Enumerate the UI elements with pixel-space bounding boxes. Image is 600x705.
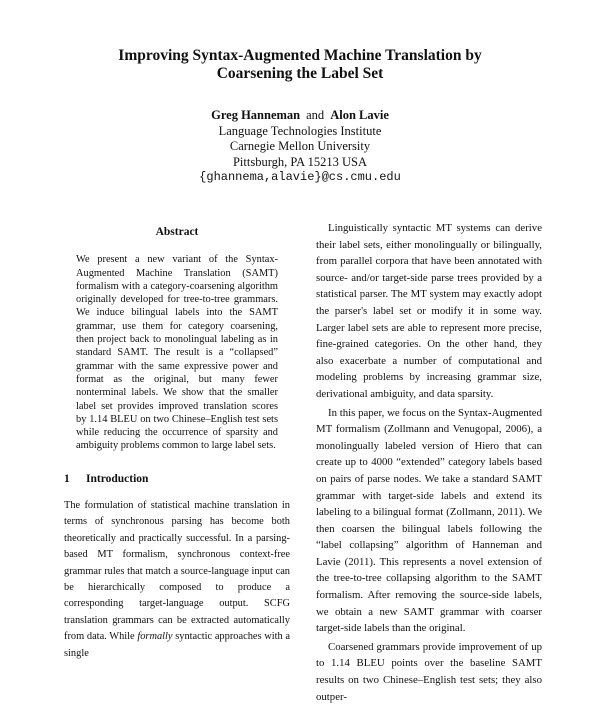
abstract-heading: Abstract [155, 226, 199, 238]
intro-italic-word: formally [137, 631, 173, 643]
paragraph-2: In this paper, we focus on the Syntax-Augmented MT formalism (Zollmann and Venugopal, 2006), a monolingually labeled version of Hiero that can create up to 4000 “extended” category labels based on pairs of parse nodes. We take a standard SAMT grammar with target-side labels and extend its labeling to a bilingual format (Zollmann, 2011). We then coarsen the bilingual labels following the “label collapsing” algorithm of Hanneman and Lavie (2011). This represents a novel extension of the tree-to-tree collapsing algorithm to the SAMT formalism. After removing the source-side labels, we obtain a new SAMT grammar with coarser target-side labels than the original. [316, 406, 542, 635]
introduction-text [64, 498, 290, 662]
section-title: Introduction [86, 472, 149, 485]
title-line-2: Coarsening the Label Set [216, 65, 384, 82]
author-institute: Language Technologies Institute [218, 123, 382, 138]
title-line-1: Improving Syntax-Augmented Machine Translation by [118, 47, 482, 64]
author-block [100, 108, 500, 186]
introduction-heading [64, 473, 290, 486]
author-email: {ghannema,alavie}@cs.cmu.edu [199, 170, 401, 184]
paragraph-3: Coarsened grammars provide improvement of up to 1.14 BLEU points over the baseline SAMT results on two Chinese–English test sets; they also outper- [316, 640, 542, 703]
author-1: Greg Hanneman [211, 108, 301, 122]
author-city: Pittsburgh, PA 15213 USA [232, 154, 368, 169]
section-number: 1 [64, 472, 70, 485]
author-conjunction: and [306, 108, 325, 122]
left-column [64, 220, 290, 662]
abstract-text: We present a new variant of the Syntax-Augmented Machine Translation (SAMT) formalism with a category-coarsening algorithm originally developed for tree-to-tree grammars. We induce bilingual labels into the SAMT grammar, use them for category coarsening, then project back to monolingual labeling as in standard SAMT. The result is a “collapsed” grammar with the same expressive power and format as the original, but many fewer nonterminal labels. We show that the smaller label set provides improved translation scores by 1.14 BLEU on two Chinese–English test sets while reducing the occurrence of sparsity and ambiguity problems common to large label sets. [76, 254, 278, 452]
author-names [100, 108, 500, 124]
author-2: Alon Lavie [330, 108, 389, 122]
intro-text-part-1: The formulation of statistical machine translation in terms of synchronous parsing has become both theoretically and practically successful. In a parsing-based MT formalism, synchronous context-free grammar rules that match a source-language input can be hierarchically composed to produce a corresponding target-language output. SCFG translation grammars can be extracted automatically from data. While [64, 500, 290, 643]
right-column [316, 220, 542, 705]
intro-text-part-2: syntactic approaches with a single [64, 631, 290, 659]
author-university: Carnegie Mellon University [229, 139, 371, 153]
paper-title [60, 47, 540, 83]
paragraph-1: Linguistically syntactic MT systems can derive their label sets, either monolingually or bilingually, from parallel corpora that have been annotated with source- and/or target-side parse trees provided by a statistical parser. The MT system may exactly adopt the parser's label set or modify it in some way. Larger label sets are able to represent more precise, fine-grained categories. On the other hand, they also exacerbate a number of computational and modeling problems by increasing grammar size, derivational ambiguity, and data sparsity. [316, 222, 542, 400]
